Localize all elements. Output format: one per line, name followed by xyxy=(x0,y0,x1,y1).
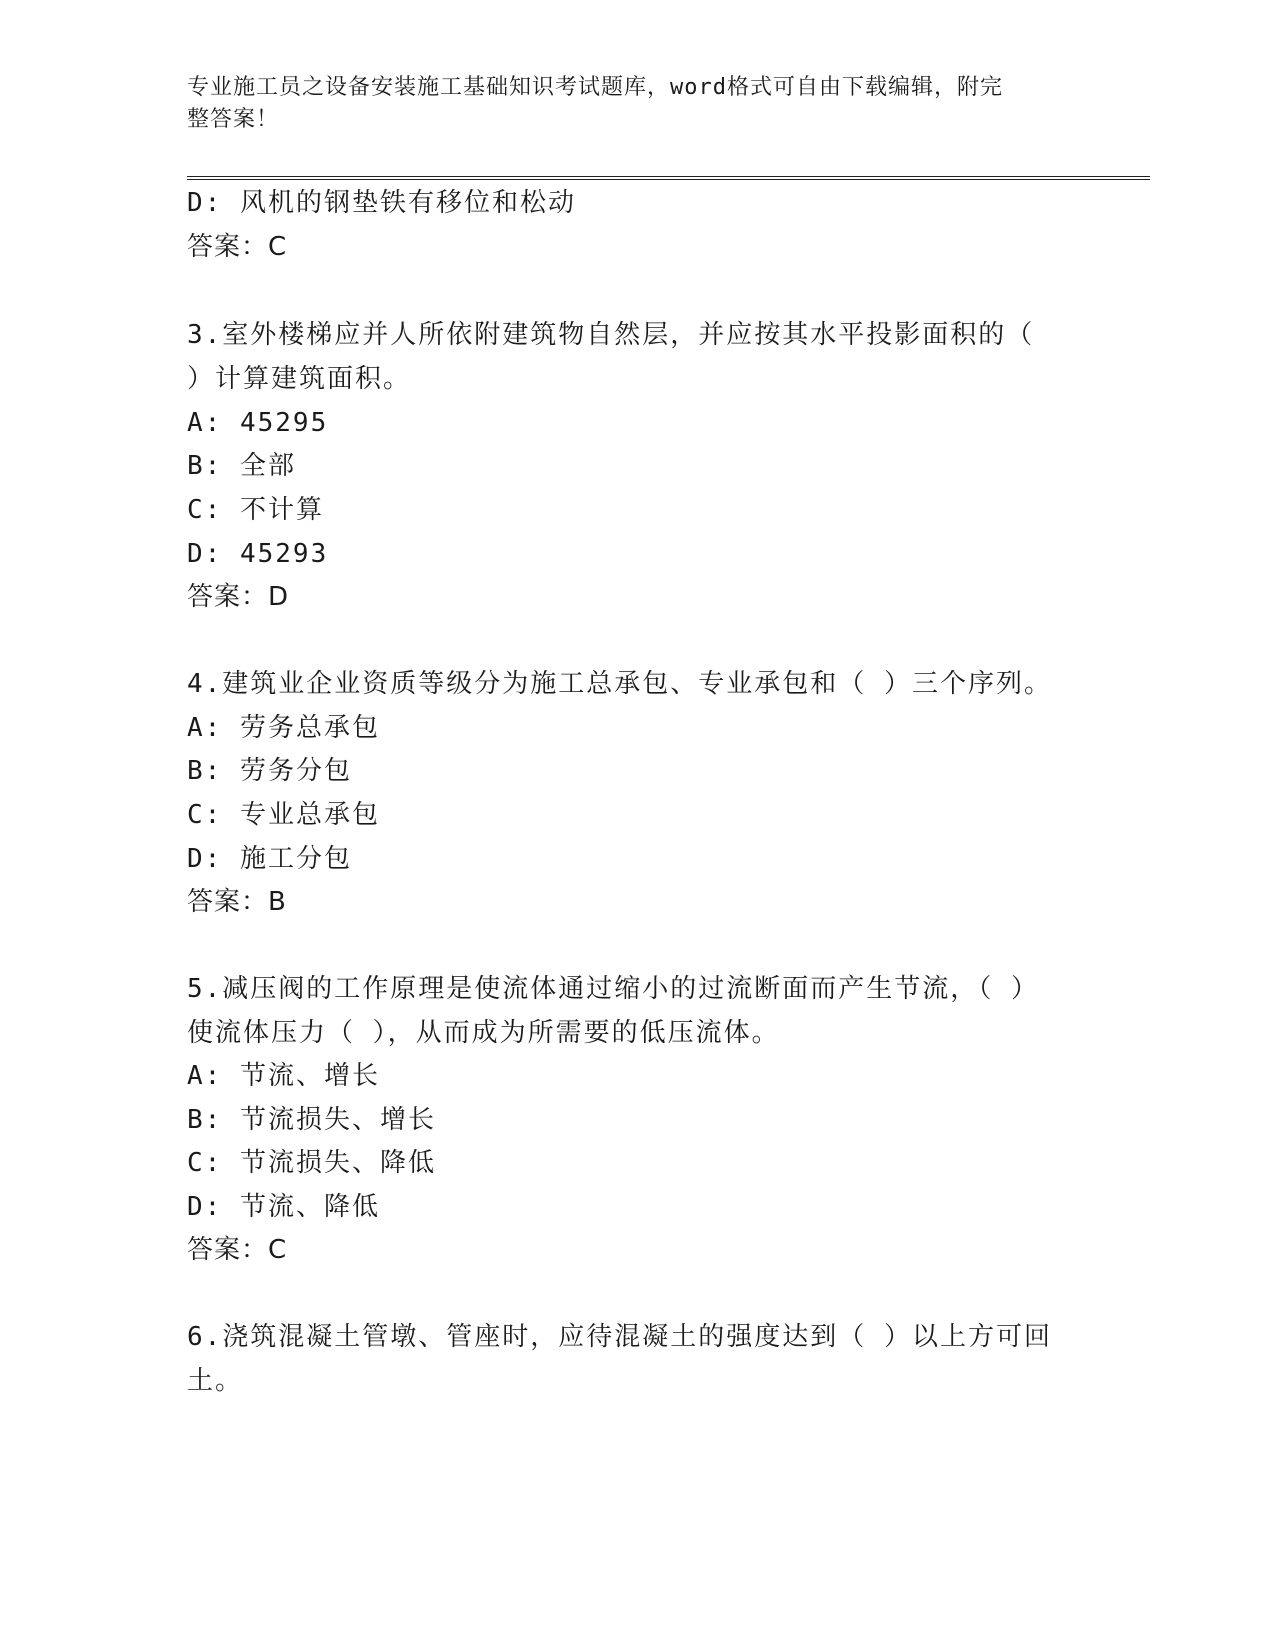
q4-answer: 答案：B xyxy=(187,887,287,917)
q5-option-d: D: 节流、降低 xyxy=(187,1192,380,1222)
q3-option-c: C: 不计算 xyxy=(187,495,324,525)
header-divider xyxy=(187,176,1150,180)
q3-option-a: A: 45295 xyxy=(187,408,329,438)
q6-stem-line-2: 土。 xyxy=(187,1366,244,1396)
q4-option-b: B: 劳务分包 xyxy=(187,756,352,786)
q3-stem-line-1: 3.室外楼梯应并人所依附建筑物自然层，并应按其水平投影面积的（ xyxy=(187,320,1035,350)
q5-option-a: A: 节流、增长 xyxy=(187,1061,380,1091)
q4-stem-line-1: 4.建筑业企业资质等级分为施工总承包、专业承包和（ ）三个序列。 xyxy=(187,669,1052,699)
q5-stem-line-2: 使流体压力（ ），从而成为所需要的低压流体。 xyxy=(187,1018,780,1048)
q3-option-b: B: 全部 xyxy=(187,451,296,481)
q5-option-b: B: 节流损失、增长 xyxy=(187,1105,436,1135)
q4-option-a: A: 劳务总承包 xyxy=(187,713,380,743)
q3-answer: 答案：D xyxy=(187,582,290,612)
q4-option-c: C: 专业总承包 xyxy=(187,800,380,830)
q5-stem-line-1: 5.减压阀的工作原理是使流体通过缩小的过流断面而产生节流，（ ） xyxy=(187,974,1039,1004)
q5-answer: 答案：C xyxy=(187,1235,288,1265)
header-line-2: 整答案！ xyxy=(187,107,280,132)
header-line-1: 专业施工员之设备安装施工基础知识考试题库，word格式可自由下载编辑，附完 xyxy=(187,75,1003,100)
q4-option-d: D: 施工分包 xyxy=(187,844,352,874)
q2-option-d: D: 风机的钢垫铁有移位和松动 xyxy=(187,188,576,218)
document-header xyxy=(187,72,1067,136)
q3-stem-line-2: ）计算建筑面积。 xyxy=(187,364,412,394)
q2-answer: 答案：C xyxy=(187,232,288,262)
q5-option-c: C: 节流损失、降低 xyxy=(187,1148,436,1178)
q6-stem-line-1: 6.浇筑混凝土管墩、管座时，应待混凝土的强度达到（ ）以上方可回 xyxy=(187,1322,1052,1352)
q3-option-d: D: 45293 xyxy=(187,539,329,569)
